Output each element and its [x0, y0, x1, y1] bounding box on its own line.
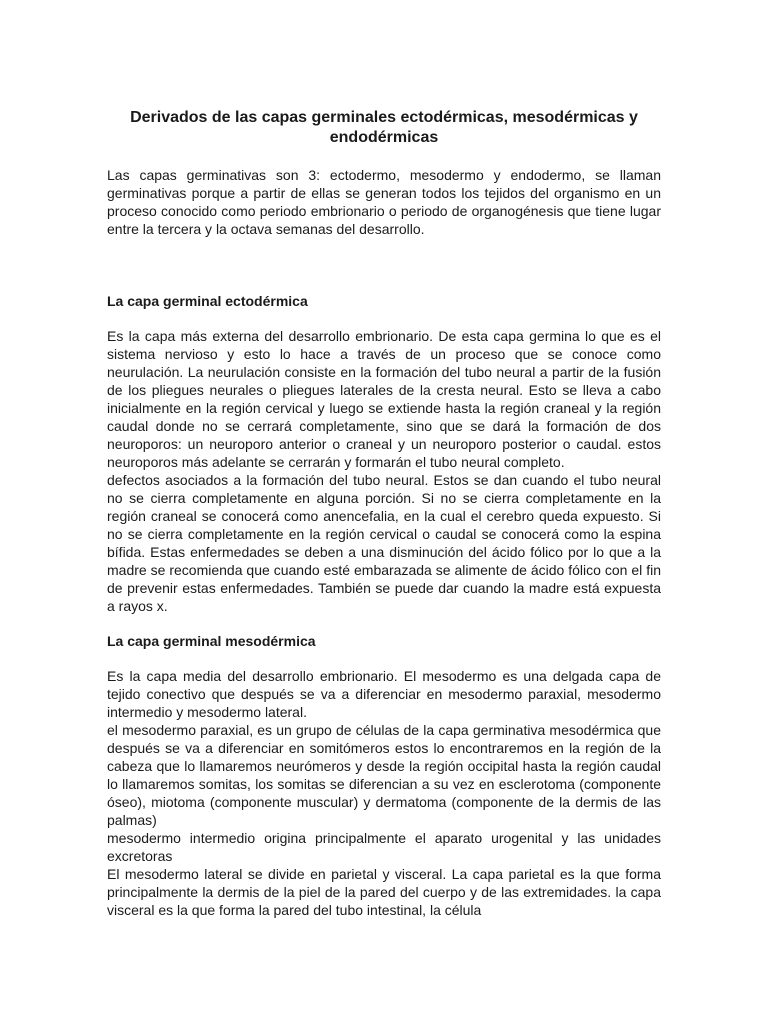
paragraph: el mesodermo paraxial, es un grupo de células de la capa germinativa mesodérmica que después se va a diferenciar en somitómeros estos lo encontraremos en la región de la cabeza que lo llamaremos neurómeros y desde la región occipital hasta la región caudal lo llamaremos somitas, los somitas se diferencian a su vez en esclerotoma (componente óseo), miotoma (componente muscular) y dermatoma (componente de la dermis de las palmas)	[107, 722, 661, 828]
intro-paragraph: Las capas germinativas son 3: ectodermo, mesodermo y endodermo, se llaman germinativas porque a partir de ellas se generan todos los tejidos del organismo en un proceso conocido como periodo embrionario o periodo de organogénesis que tiene lugar entre la tercera y la octava semanas del desarrollo.	[107, 167, 661, 237]
section-mesoderm	[107, 632, 661, 919]
paragraph: Es la capa media del desarrollo embrionario. El mesodermo es una delgada capa de tejido conectivo que después se va a diferenciar en mesodermo paraxial, mesodermo intermedio y mesodermo lateral.	[107, 668, 661, 720]
paragraph: mesodermo intermedio origina principalmente el aparato urogenital y las unidades excretoras	[107, 830, 661, 864]
spacer	[107, 238, 661, 292]
section-heading-ectoderm: La capa germinal ectodérmica	[107, 293, 308, 309]
document-title: Derivados de las capas germinales ectodérmicas, mesodérmicas y endodérmicas	[130, 109, 638, 146]
paragraph: El mesodermo lateral se divide en parietal y visceral. La capa parietal es la que forma principalmente la dermis de la piel de la pared del cuerpo y de las extremidades. la capa visceral es la que forma la pared del tubo intestinal, la célula	[107, 866, 661, 918]
section-heading-mesoderm: La capa germinal mesodérmica	[107, 633, 316, 649]
section-ectoderm	[107, 292, 661, 615]
document-body	[107, 108, 661, 919]
paragraph: Es la capa más externa del desarrollo embrionario. De esta capa germina lo que es el sistema nervioso y esto lo hace a través de un proceso que se conoce como neurulación. La neurulación consiste en la formación del tubo neural a partir de la fusión de los pliegues neurales o pliegues laterales de la cresta neural. Esto se lleva a cabo inicialmente en la región cervical y luego se extiende hasta la región craneal y la región caudal donde no se cerrará completamente, sino que se dará la formación de dos neuroporos: un neuroporo anterior o craneal y un neuroporo posterior o caudal. estos neuroporos más adelante se cerrarán y formarán el tubo neural completo.	[107, 328, 661, 470]
paragraph: defectos asociados a la formación del tubo neural. Estos se dan cuando el tubo neural no se cierra completamente en alguna porción. Si no se cierra completamente en la región craneal se conocerá como anencefalia, en la cual el cerebro queda expuesto. Si no se cierra completamente en la región cervical o caudal se conocerá como la espina bífida. Estas enfermedades se deben a una disminución del ácido fólico por lo que a la madre se recomienda que cuando esté embarazada se alimente de ácido fólico con el fin de prevenir estas enfermedades. También se puede dar cuando la madre está expuesta a rayos x.	[107, 472, 661, 614]
